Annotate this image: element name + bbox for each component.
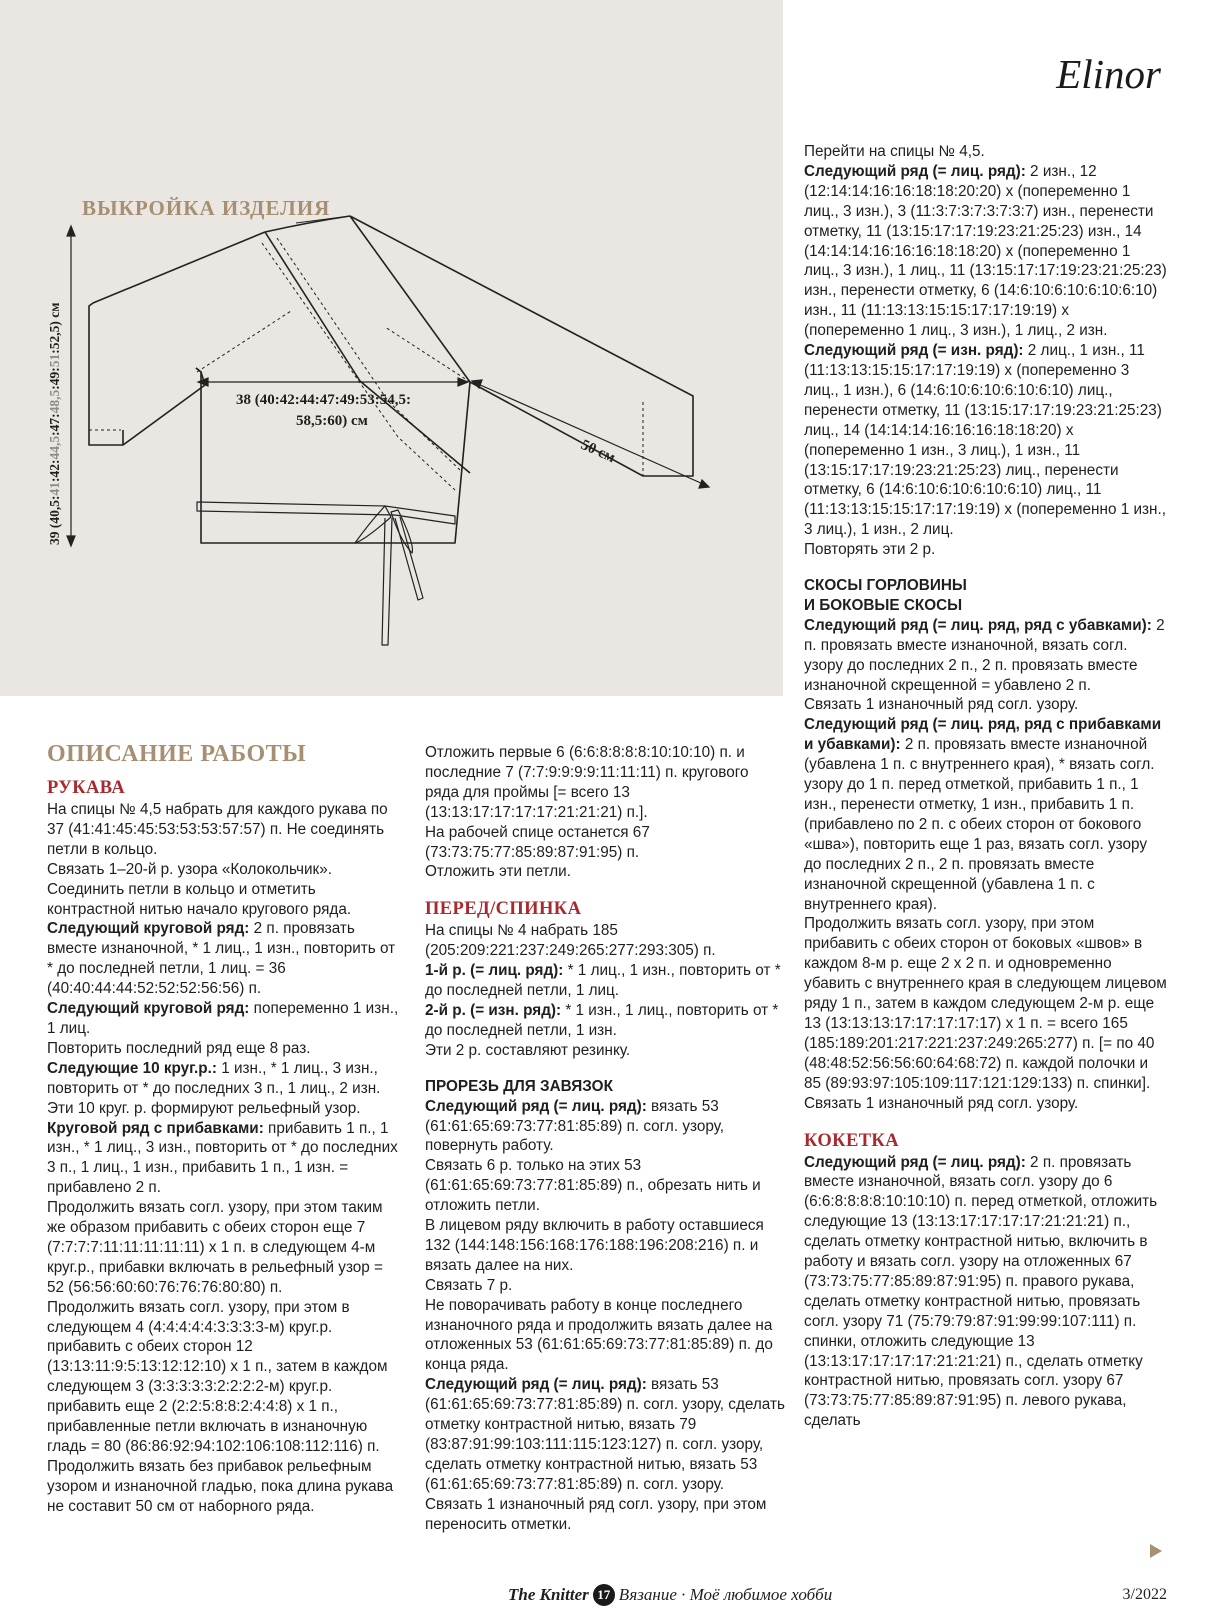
right-p4: Повторять эти 2 р. (804, 541, 936, 559)
sleeves-p1: На спицы № 4,5 набрать для каждого рукава по 37 (41:41:45:45:53:53:53:57:57) п. Не соединять петли в кольцо. (47, 801, 388, 858)
neck-p4: Продолжить вязать согл. узору, при этом прибавить с обеих сторон от боковых «швов» в каждом 8-м р. еще 2 х 2 п. и одновременно убавить с внутреннего края в следующем лицевом ряду 1 п., затем в каждом следующем 2-м р. еще 13 (13:13:13:17:17:17:17:17) х 1 п. = всего 165 (185:189:201:217:221:237:249:265:277) п. [= по 40 (48:48:52:56:56:60:64:68:72) п. каждой полочки и 85 (89:93:97:105:109:117:121:129:133) п. спинки]. (804, 915, 1167, 1092)
slit-p5: Не поворачивать работу в конце последнего изнаночного ряда и продолжить вязать далее на отложенных 53 (61:61:65:69:73:77:81:85:89) п. до конца ряда. (425, 1296, 773, 1374)
slit-p4: Связать 7 р. (425, 1276, 513, 1294)
sleeves-p5: Следующий круговой ряд: попеременно 1 изн., 1 лиц. (47, 1000, 399, 1037)
sleeves-p7: Следующие 10 круг.р.: 1 изн., * 1 лиц., 3 изн., повторить от * до последних 3 п., 1 лиц., 2 изн. (47, 1059, 381, 1097)
footer-center (508, 1584, 832, 1606)
footer-tagline: Вязание · Моё любимое хобби (618, 1585, 833, 1604)
mid-p2: На рабочей спице останется 67 (73:73:75:77:85:89:87:91:95) п. (425, 823, 650, 861)
front-back-heading: ПЕРЕД/СПИНКА (425, 899, 582, 920)
slit-p1: Следующий ряд (= лиц. ряд): вязать 53 (61:61:65:69:73:77:81:85:89) п. согл. узору, повернуть работу. (425, 1097, 725, 1155)
right-p3: Следующий ряд (= изн. ряд): 2 лиц., 1 изн., 11 (11:13:13:15:15:17:17:19:19) х (попеременно 3 лиц., 1 изн.), 6 (14:6:10:6:10:6:10:6:10) лиц., перенести отметку, 11 (13:15:17:17:19:23:21:25:23) лиц., 14 (14:14:14:16:16:16:18:18:20) х (попеременно 1 изн., 3 лиц.), 1 изн., 11 (13:15:17:17:19:23:21:25:23) лиц., перенести отметку, 6 (14:6:10:6:10:6:10:6:10) лиц., 11 (11:13:13:15:15:17:17:19:19) х (попеременно 1 изн., 3 лиц.), 1 изн., 2 лиц. (804, 342, 1166, 539)
slit-p6: Следующий ряд (= лиц. ряд): вязать 53 (61:61:65:69:73:77:81:85:89) п. согл. узору, сделать отметку контрастной нитью, вязать 79 (83:87:91:99:103:111:115:123:127) п. согл. узору, сделать отметку контрастной нитью, вязать 53 (61:61:65:69:73:77:81:85:89) п. согл. узору. (425, 1376, 785, 1493)
footer-brand: The Knitter (508, 1585, 589, 1604)
sleeves-p12: Продолжить вязать без прибавок рельефным узором и изнаночной гладью, пока длина рукава не составит 50 см от наборного ряда. (47, 1457, 394, 1515)
issue-number: 3/2022 (1122, 1586, 1167, 1603)
front-p4: Эти 2 р. составляют резинку. (425, 1041, 631, 1059)
sleeves-heading: РУКАВА (47, 778, 126, 798)
page-number: 17 (593, 1584, 615, 1606)
neck-p2: Связать 1 изнаночный ряд согл. узору. (804, 696, 1079, 714)
column-right (804, 142, 1168, 1431)
sleeves-p6: Повторить последний ряд еще 8 раз. (47, 1039, 311, 1057)
left-sleeve-outline (89, 232, 265, 445)
garment-schematic (0, 0, 783, 696)
column-left (47, 739, 403, 1517)
sleeves-p10: Продолжить вязать согл. узору, при этом таким же образом прибавить с обеих сторон еще 7 (7:7:7:7:11:11:11:11:11) х 1 п. в следующем 4-м круг.р., прибавки включать в рельефный узор = 52 (56:56:60:60:76:76:76:80:80) п. (47, 1199, 383, 1296)
tie-slit-heading: ПРОРЕЗЬ ДЛЯ ЗАВЯЗОК (425, 1077, 613, 1095)
sleeves-p8: Эти 10 круг. р. формируют рельефный узор. (47, 1099, 361, 1117)
sleeves-p9: Круговой ряд с прибавками: прибавить 1 п., 1 изн., * 1 лиц., 3 изн., повторить от * до последних 3 п., 1 лиц., 1 изн., прибавить 1 п., 1 изн. = прибавлено 2 п. (47, 1119, 398, 1197)
sleeves-p11: Продолжить вязать согл. узору, при этом в следующем 4 (4:4:4:4:4:3:3:3:3-м) круг.р. прибавить с обеих сторон 12 (13:13:11:9:5:13:12:12:10) х 1 п., затем в каждом следующем 3 (3:3:3:3:3:2:2:2:2-м) круг.р. прибавить еще 2 (2:2:5:8:8:2:4:4:8) х 1 п., прибавленные петли включать в изнаночную гладь = 80 (86:86:92:94:102:106:108:112:116) п. (47, 1298, 388, 1455)
sleeves-p2: Связать 1–20-й р. узора «Колокольчик». (47, 860, 332, 878)
sleeves-p3: Соединить петли в кольцо и отметить контрастной нитью начало кругового ряда. (47, 880, 352, 918)
sleeve-length-arrow (478, 384, 703, 484)
body-outline (196, 216, 470, 543)
belt-tie (197, 502, 455, 524)
front-p3: 2-й р. (= изн. ряд): * 1 изн., 1 лиц., повторить от * до последней петли, 1 изн. (425, 1001, 779, 1039)
continue-arrow-icon (1150, 1544, 1162, 1558)
neck-p3: Следующий ряд (= лиц. ряд, ряд с прибавками и убавками): 2 п. провязать вместе изнаночной (убавлена 1 п. с внутреннего края), * вязать согл. узору до 1 п. перед отметкой, прибавить 1 п., 1 изн., перенести отметку, 1 изн., прибавить 1 п. (прибавлено по 2 п. с обеих сторон от бокового «шва»), повторить еще 1 раз, вязать согл. узору до последних 2 п., 2 п. провязать вместе изнаночной скрещенной (убавлена 1 п. с внутреннего края). (804, 716, 1162, 913)
slit-p2: Связать 6 р. только на этих 53 (61:61:65:69:73:77:81:85:89) п., обрезать нить и отложить петли. (425, 1157, 761, 1215)
neck-p1: Следующий ряд (= лиц. ряд, ряд с убавками): 2 п. провязать вместе изнаночной, вязать согл. узору до последних 2 п., 2 п. провязать вместе изнаночной скрещенной = убавлено 2 п. (804, 616, 1165, 694)
sleeves-p4: Следующий круговой ряд: 2 п. провязать вместе изнаночной, * 1 лиц., 1 изн., повторить от * до последней петли, 1 лиц. = 36 (40:40:44:44:52:52:52:56:56) п. (47, 920, 396, 998)
slit-p7: Связать 1 изнаночный ряд согл. узору, при этом переносить отметки. (425, 1495, 767, 1533)
front-p1: На спицы № 4 набрать 185 (205:209:221:237:249:265:277:293:305) п. (425, 922, 716, 960)
right-p1: Перейти на спицы № 4,5. (804, 143, 985, 160)
schematic-title: ВЫКРОЙКА ИЗДЕЛИЯ (82, 196, 331, 220)
width-label-line1: 38 (40:42:44:47:49:53:54,5: (236, 392, 411, 408)
section-title: ОПИСАНИЕ РАБОТЫ (47, 741, 307, 767)
neck-p5: Связать 1 изнаночный ряд согл. узору. (804, 1094, 1079, 1112)
collar-outline (265, 216, 350, 232)
column-middle (425, 743, 785, 1535)
front-p2: 1-й р. (= лиц. ряд): * 1 лиц., 1 изн., повторить от * до последней петли, 1 лиц. (425, 962, 781, 1000)
sleeve-length-label: 50 см (578, 437, 618, 467)
mid-p1: Отложить первые 6 (6:6:8:8:8:8:10:10:10) п. и последние 7 (7:7:9:9:9:9:11:11:11) п. кругового ряда для проймы [= всего 13 (13:13:17:17:17:17:21:21:21) п.]. (425, 744, 749, 821)
slit-p3: В лицевом ряду включить в работу оставшиеся 132 (144:148:156:168:176:188:196:208:216) п. и вязать далее на них. (425, 1217, 764, 1274)
right-p2: Следующий ряд (= лиц. ряд): 2 изн., 12 (12:14:14:16:16:18:18:20:20) х (попеременно 1 лиц., 3 изн.), 3 (11:3:7:3:7:3:7:3:7) изн., перенести отметку, 11 (13:15:17:17:19:23:21:25:23) изн., 14 (14:14:14:16:16:16:18:18:20) х (попеременно 1 лиц., 3 изн.), 1 лиц., 11 (13:15:17:17:19:23:21:25:23) изн., перенести отметку, 6 (14:6:10:6:10:6:10:6:10) изн., 11 (11:13:13:15:15:17:17:19:19) х (попеременно 1 лиц., 3 изн.), 1 лиц., 2 изн. (804, 162, 1167, 340)
yoke-p1: Следующий ряд (= лиц. ряд): 2 п. провязать вместе изнаночной, вязать согл. узору до 6 (6:6:8:8:8:8:10:10:10) п. перед отметкой, отложить следующие 13 (13:13:17:17:17:17:21:21:21) п., сделать отметку контрастной нитью, включить в работу и вязать согл. узору на отложенных 67 (73:73:75:77:85:89:87:91:95) п. правого рукава, сделать отметку контрастной нитью, провязать согл. узору 71 (75:79:79:87:91:99:99:107:111) п. спинки, отложить следующие 13 (13:13:17:17:17:17:21:21:21) п., сделать отметку контрастной нитью, провязать согл. узору 67 (73:73:75:77:85:89:87:91:95) п. левого рукава, сделать (804, 1153, 1158, 1430)
yoke-heading: КОКЕТКА (804, 1130, 900, 1151)
neck-heading: СКОСЫ ГОРЛОВИНЫ И БОКОВЫЕ СКОСЫ (804, 577, 967, 614)
pattern-name: Elinor (1056, 51, 1161, 97)
mid-p3: Отложить эти петли. (425, 863, 571, 881)
right-sleeve-outline (350, 216, 693, 476)
width-label-line2: 58,5:60) см (296, 413, 368, 429)
height-label: 39 (40,5:41:42:44,5:47:48,5:49:51:52,5) см (47, 302, 62, 545)
footer (0, 1584, 1211, 1614)
